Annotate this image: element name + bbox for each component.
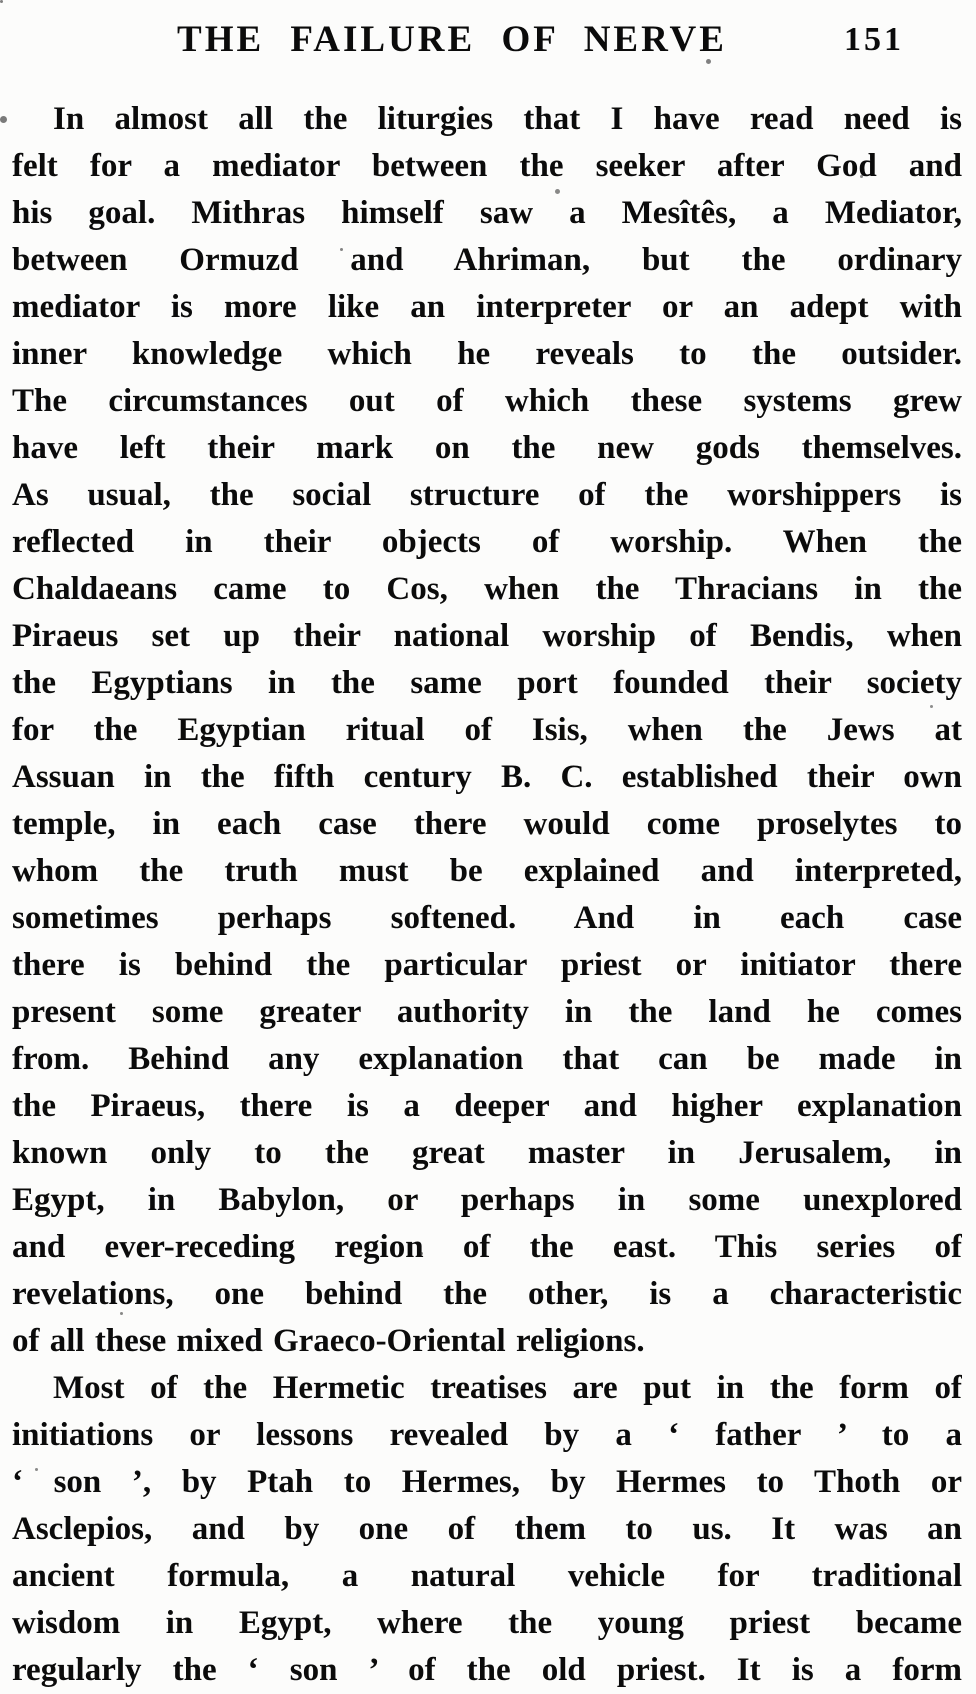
text-line: Piraeus set up their national worship of Bendis, when bbox=[12, 618, 962, 654]
text-line: revelations, one behind the other, is a characteristic bbox=[12, 1276, 962, 1312]
text-line: reflected in their objects of worship. When the bbox=[12, 524, 962, 560]
scan-noise-speck bbox=[0, 0, 3, 3]
text-line: temple, in each case there would come proselytes to bbox=[12, 806, 962, 842]
text-line: mediator is more like an interpreter or an adept with bbox=[12, 289, 962, 325]
text-line: wisdom in Egypt, where the young priest became bbox=[12, 1605, 962, 1641]
text-line: In almost all the liturgies that I have read need is bbox=[53, 101, 962, 137]
body-text bbox=[12, 96, 962, 1694]
running-header bbox=[12, 18, 962, 68]
text-line: for the Egyptian ritual of Isis, when the Jews at bbox=[12, 712, 962, 748]
text-line: between Ormuzd and Ahriman, but the ordinary bbox=[12, 242, 962, 278]
text-line: sometimes perhaps softened. And in each case bbox=[12, 900, 962, 936]
text-line: known only to the great master in Jerusalem, in bbox=[12, 1135, 962, 1171]
text-line: inner knowledge which he reveals to the outsider. bbox=[12, 336, 962, 372]
paragraph bbox=[12, 96, 962, 1365]
text-line: regularly the ‘ son ’ of the old priest. It is a form bbox=[12, 1652, 962, 1688]
text-line: the Egyptians in the same port founded their society bbox=[12, 665, 962, 701]
text-line: ‘ son ’, by Ptah to Hermes, by Hermes to Thoth or bbox=[12, 1464, 962, 1500]
text-line: Assuan in the fifth century B. C. established their own bbox=[12, 759, 962, 795]
text-line: Egypt, in Babylon, or perhaps in some unexplored bbox=[12, 1182, 962, 1218]
page-number: 151 bbox=[844, 21, 904, 58]
text-line: his goal. Mithras himself saw a Mesîtês, a Mediator, bbox=[12, 195, 962, 231]
text-line: felt for a mediator between the seeker after God and bbox=[12, 148, 962, 184]
paragraph bbox=[12, 1365, 962, 1694]
text-line: Asclepios, and by one of them to us. It was an bbox=[12, 1511, 962, 1547]
text-line: initiations or lessons revealed by a ‘ father ’ to a bbox=[12, 1417, 962, 1453]
page-title: THE FAILURE OF NERVE bbox=[177, 19, 727, 60]
text-line: have left their mark on the new gods themselves. bbox=[12, 430, 962, 466]
text-line: Chaldaeans came to Cos, when the Thracians in the bbox=[12, 571, 962, 607]
text-line: whom the truth must be explained and interpreted, bbox=[12, 853, 962, 889]
text-line: there is behind the particular priest or initiator there bbox=[12, 947, 962, 983]
text-line: of all these mixed Graeco-Oriental religions. bbox=[12, 1323, 645, 1359]
text-line: The circumstances out of which these systems grew bbox=[12, 383, 962, 419]
text-line: Most of the Hermetic treatises are put in the form of bbox=[53, 1370, 962, 1406]
text-line: ancient formula, a natural vehicle for traditional bbox=[12, 1558, 962, 1594]
text-line: from. Behind any explanation that can be made in bbox=[12, 1041, 962, 1077]
text-line: As usual, the social structure of the worshippers is bbox=[12, 477, 962, 513]
text-line: and ever-receding region of the east. This series of bbox=[12, 1229, 962, 1265]
text-line: present some greater authority in the land he comes bbox=[12, 994, 962, 1030]
text-line: the Piraeus, there is a deeper and higher explanation bbox=[12, 1088, 962, 1124]
